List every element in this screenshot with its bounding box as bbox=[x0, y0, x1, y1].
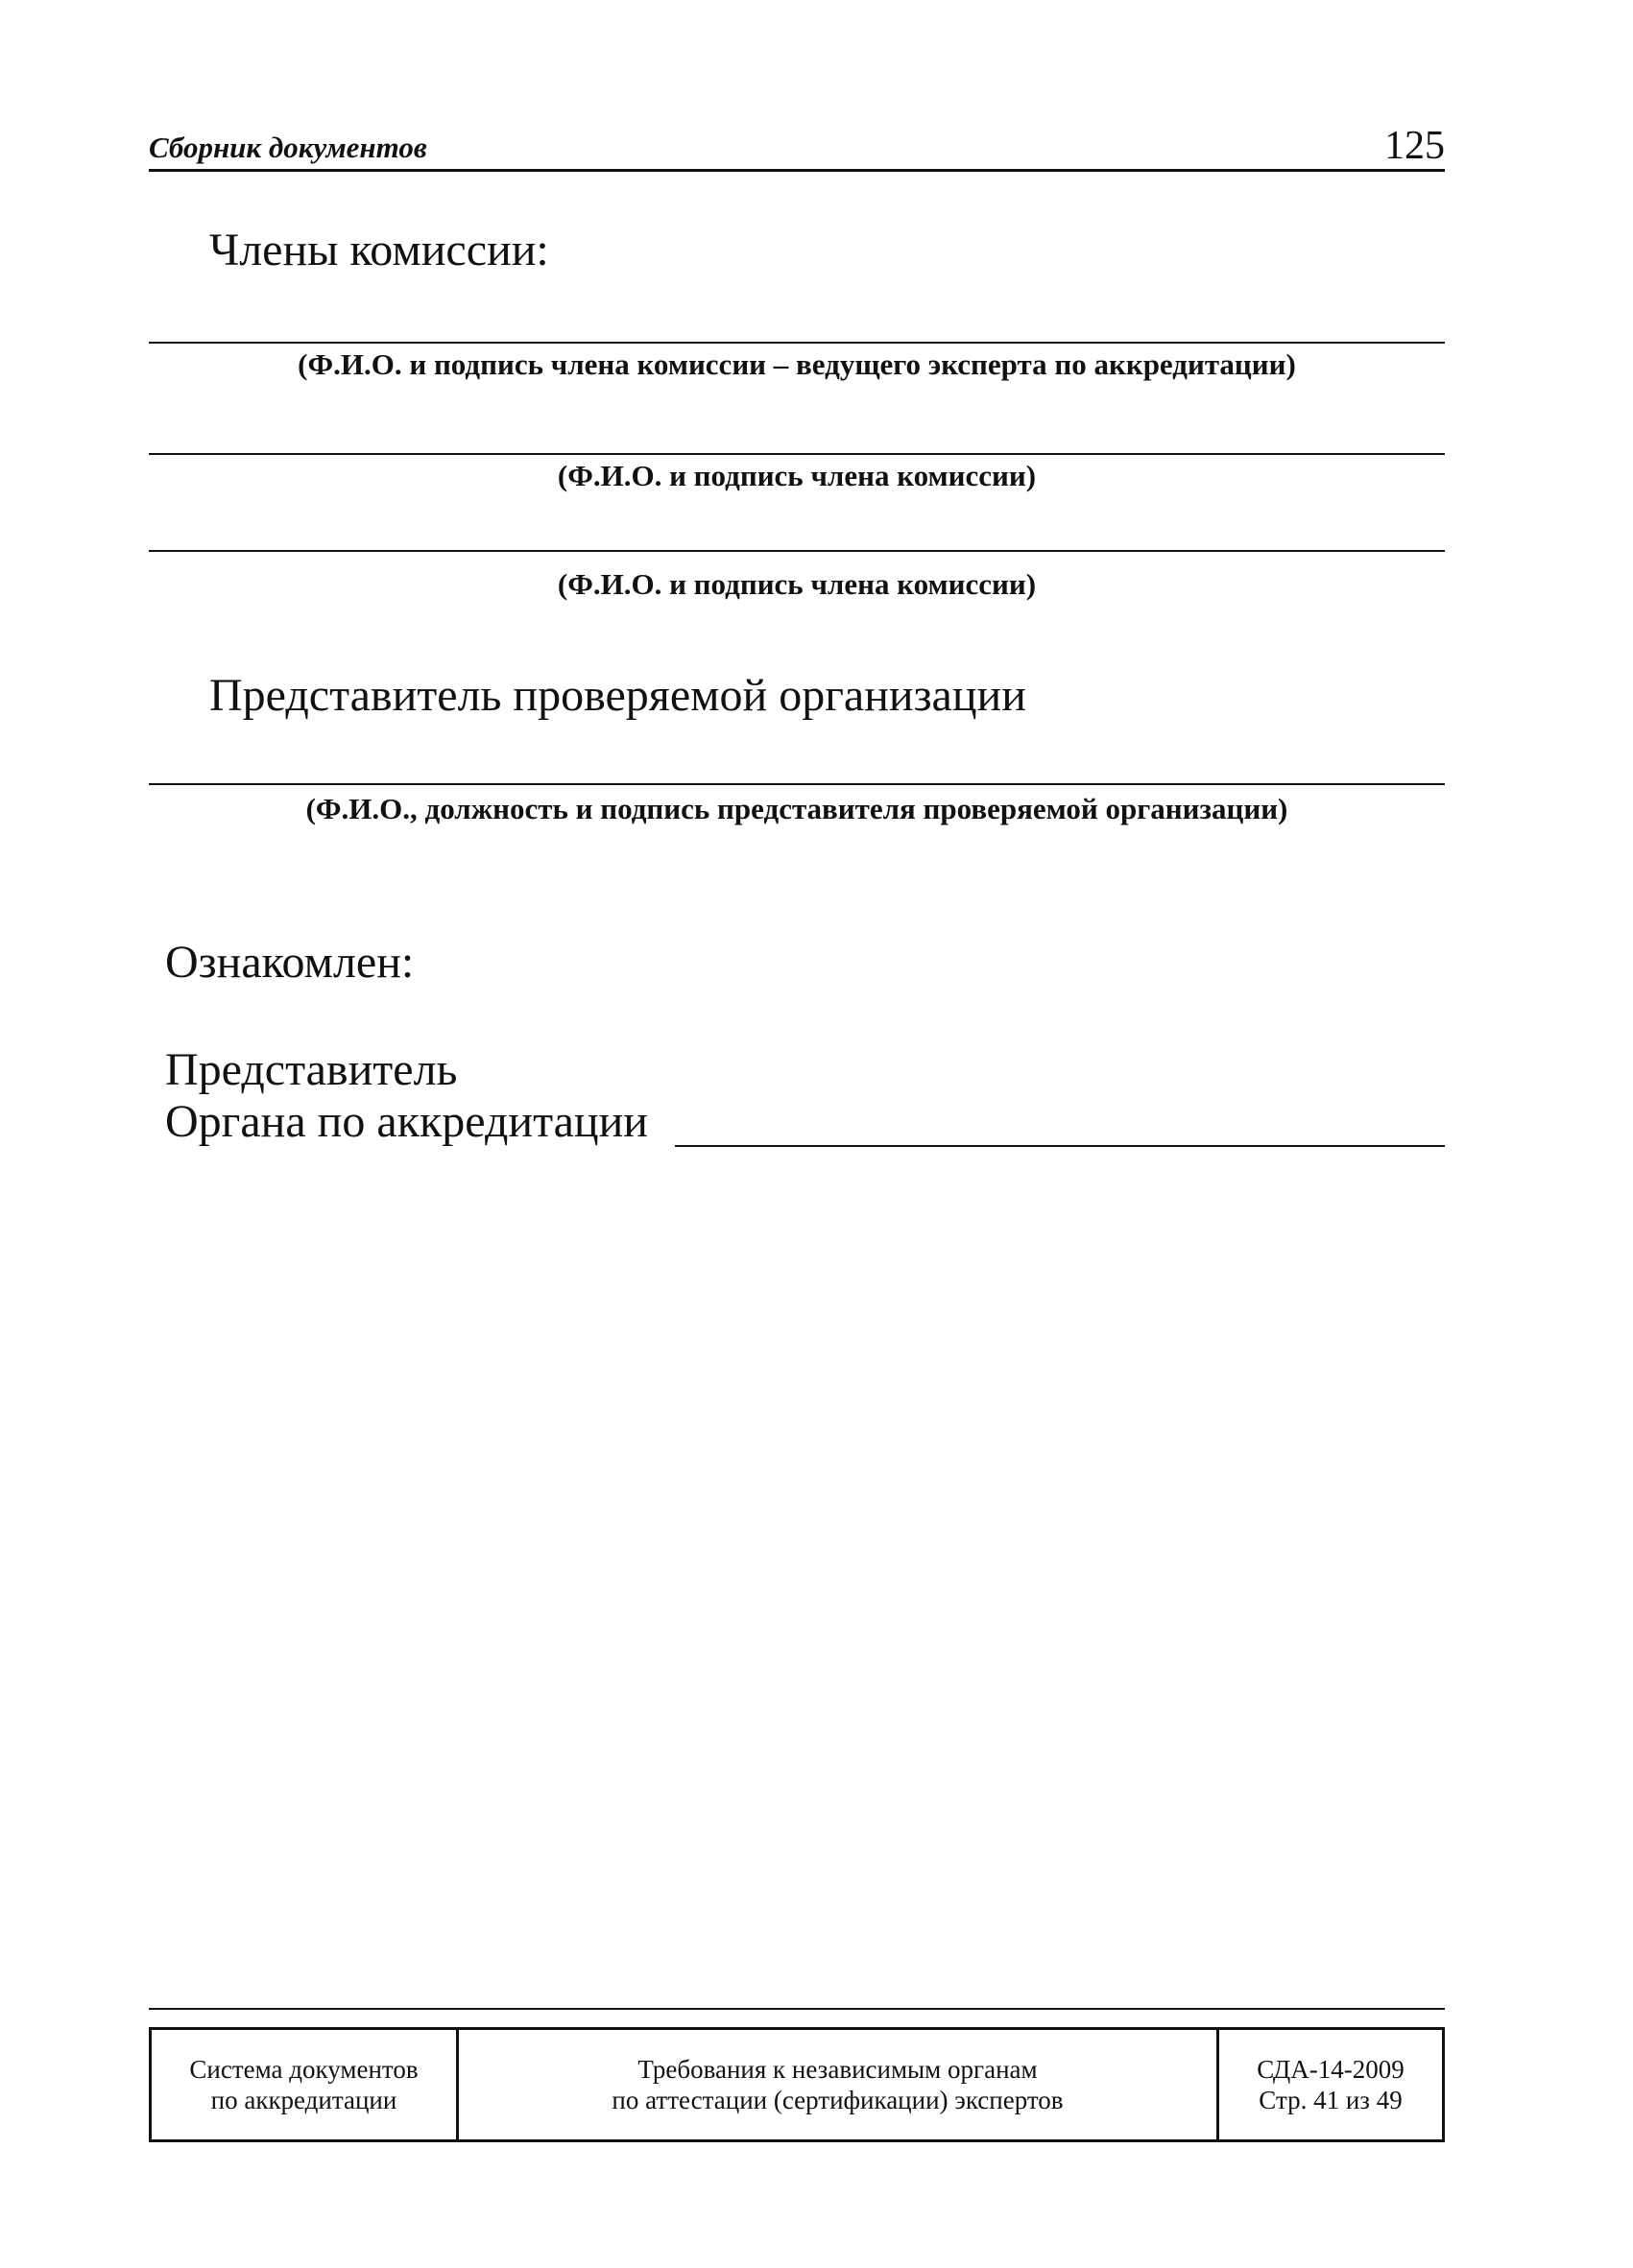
signature-caption-3: (Ф.И.О. и подпись члена комиссии) bbox=[557, 567, 1037, 601]
footer-requirements-line1: Требования к независимым органам bbox=[637, 2055, 1038, 2084]
signature-caption-1: (Ф.И.О. и подпись члена комиссии – ведущего эксперта по аккредитации) bbox=[298, 347, 1296, 381]
footer-requirements-line2: по аттестации (сертификации) экспертов bbox=[612, 2086, 1064, 2114]
footer-requirements-cell bbox=[459, 2030, 1219, 2139]
page-number: 125 bbox=[1384, 124, 1445, 168]
organization-signature-line bbox=[149, 783, 1445, 785]
accreditation-signature-line bbox=[675, 1145, 1445, 1147]
organization-signature-caption: (Ф.И.О., должность и подпись представителя проверяемой организации) bbox=[305, 792, 1288, 825]
signature-line-1 bbox=[149, 342, 1445, 344]
collection-title: Сборник документов bbox=[149, 131, 427, 164]
signature-line-2 bbox=[149, 453, 1445, 455]
footer-document-code: СДА-14-2009 bbox=[1257, 2055, 1405, 2084]
signature-caption-2: (Ф.И.О. и подпись члена комиссии) bbox=[557, 459, 1037, 492]
footer-system-line2: по аккредитации bbox=[210, 2086, 397, 2114]
footer-system-cell bbox=[152, 2030, 459, 2139]
footer-system-line1: Система документов bbox=[189, 2055, 419, 2084]
accreditation-representative-label: Представитель bbox=[165, 1044, 458, 1095]
accreditation-body-label: Органа по аккредитации bbox=[165, 1096, 648, 1147]
acknowledged-heading: Ознакомлен: bbox=[165, 937, 415, 988]
footer-page-count: Стр. 41 из 49 bbox=[1259, 2086, 1403, 2114]
organization-heading: Представитель проверяемой организации bbox=[209, 670, 1026, 721]
footer-divider bbox=[149, 2008, 1445, 2010]
signature-line-3 bbox=[149, 550, 1445, 552]
commission-heading: Члены комиссии: bbox=[209, 225, 549, 275]
header-divider bbox=[149, 169, 1445, 172]
footer-table bbox=[149, 2027, 1445, 2142]
footer-code-cell bbox=[1219, 2030, 1442, 2139]
